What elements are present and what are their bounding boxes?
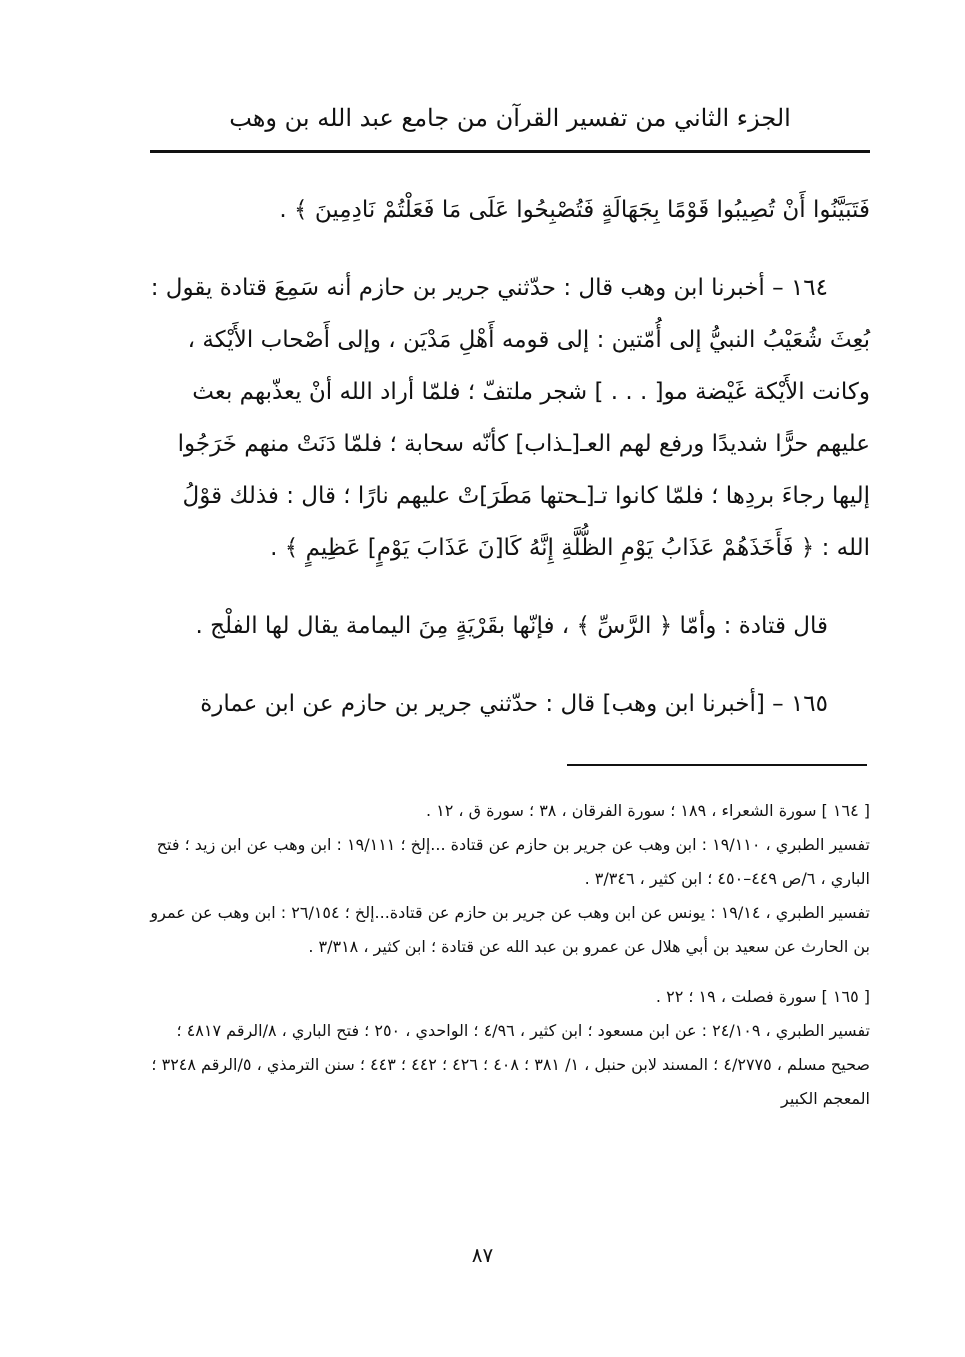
footnote-line: تفسير الطبري ، ١٩/١٤ : يونس عن ابن وهب عن جرير بن حازم عن قتادة...إلخ ؛ ٢٦/١٥٤ : ابن وهب عن عمرو بن الحارث عن سعيد بن أبي هلال عن عمرو بن عبد الله عن قتادة ؛ ابن كثير ، ٣/٣١٨ . <box>150 903 870 956</box>
footnote-165 <box>150 980 870 1116</box>
footnote-line: [ ١٦٤ ] سورة الشعراء ، ١٨٩ ؛ سورة الفرقان ، ٣٨ ؛ سورة ق ، ١٢ . <box>425 801 870 820</box>
page-number: ٨٧ <box>471 1243 494 1267</box>
running-head: الجزء الثاني من تفسير القرآن من جامع عبد الله بن وهب <box>229 104 791 132</box>
header-rule <box>150 150 870 153</box>
qatada-comment: قال قتادة : وأمّا ﴿ الرَّسِّ ﴾ ، فإنّها بقَرْيَةٍ مِنَ اليمامة يقال لها الفلْج . <box>195 613 828 639</box>
footnote-line: تفسير الطبري ، ٢٤/١٠٩ : عن ابن مسعود ؛ ابن كثير ، ٤/٩٦ ؛ الواحدي ، ٢٥٠ ؛ فتح الباري ، ٨/الرقم ٤٨١٧ ؛ صحيح مسلم ، ٤/٢٧٧٥ ؛ المسند لابن حنبل ، ١/ ٣٨١ ؛ ٤٠٨ ؛ ٤٢٦ ؛ ٤٤٢ ؛ ٤٤٣ ؛ سنن الترمذي ، ٥/الرقم ٣٢٤٨ ؛ المعجم الكبير <box>151 1021 870 1108</box>
footnotes <box>150 794 870 1132</box>
footnote-164 <box>150 794 870 964</box>
verse-continuation: فَتَبَيَّنُوا أَنْ تُصِيبُوا قَوْمًا بِجَهَالَةٍ فَتُصْبِحُوا عَلَى مَا فَعَلْتُمْ نَادِمِينَ ﴾ . <box>279 197 870 223</box>
footnote-line: [ ١٦٥ ] سورة فصلت ، ١٩ ؛ ٢٢ . <box>655 987 870 1006</box>
main-text <box>150 184 870 756</box>
narration-164: ١٦٤ – أخبرنا ابن وهب قال : حدّثني جرير بن حازم أنه سَمِعَ قتادة يقول : بُعِثَ شُعَيْبُ النبيُّ إلى أُمّتين : إلى قومه أَهْلِ مَدْيَن ، وإلى أَصْحاب الأَيْكة ، وكانت الأَيْكة غَيْضة مو[ . . . ] شجر ملتفّ ؛ فلمّا أراد الله أنْ يعذّبهم بعث عليهم حرًّا شديدًا ورفع لهم العـ[ـذاب] كأنّه سحابة ؛ فلمّا دَنَتْ منهم خَرَجُوا إليها رجاءَ بردِها ؛ فلمّا كانوا تـ[ـحتها مَطَرَ]تْ عليهم نارًا ؛ قال : فذلك قوْلُ الله : ﴿ فَأَخَذَهُمْ عَذَابُ يَوْمِ الظُّلَّةِ إِنَّهُ كَا[نَ عَذَابَ يَوْمٍ] عَظِيمٍ ﴾ . <box>150 275 870 561</box>
footnote-line: تفسير الطبري ، ١٩/١١٠ : ابن وهب عن جرير بن حازم عن قتادة ...إلخ ؛ ١٩/١١١ : ابن وهب عن ابن زيد ؛ فتح الباري ، ٦/ص ٤٤٩–٤٥٠ ؛ ابن كثير ، ٣/٣٤٦ . <box>156 835 870 888</box>
narration-165: ١٦٥ – [أخبرنا ابن وهب] قال : حدّثني جرير بن حازم عن ابن عمارة <box>200 691 828 717</box>
footnote-rule <box>567 764 867 766</box>
